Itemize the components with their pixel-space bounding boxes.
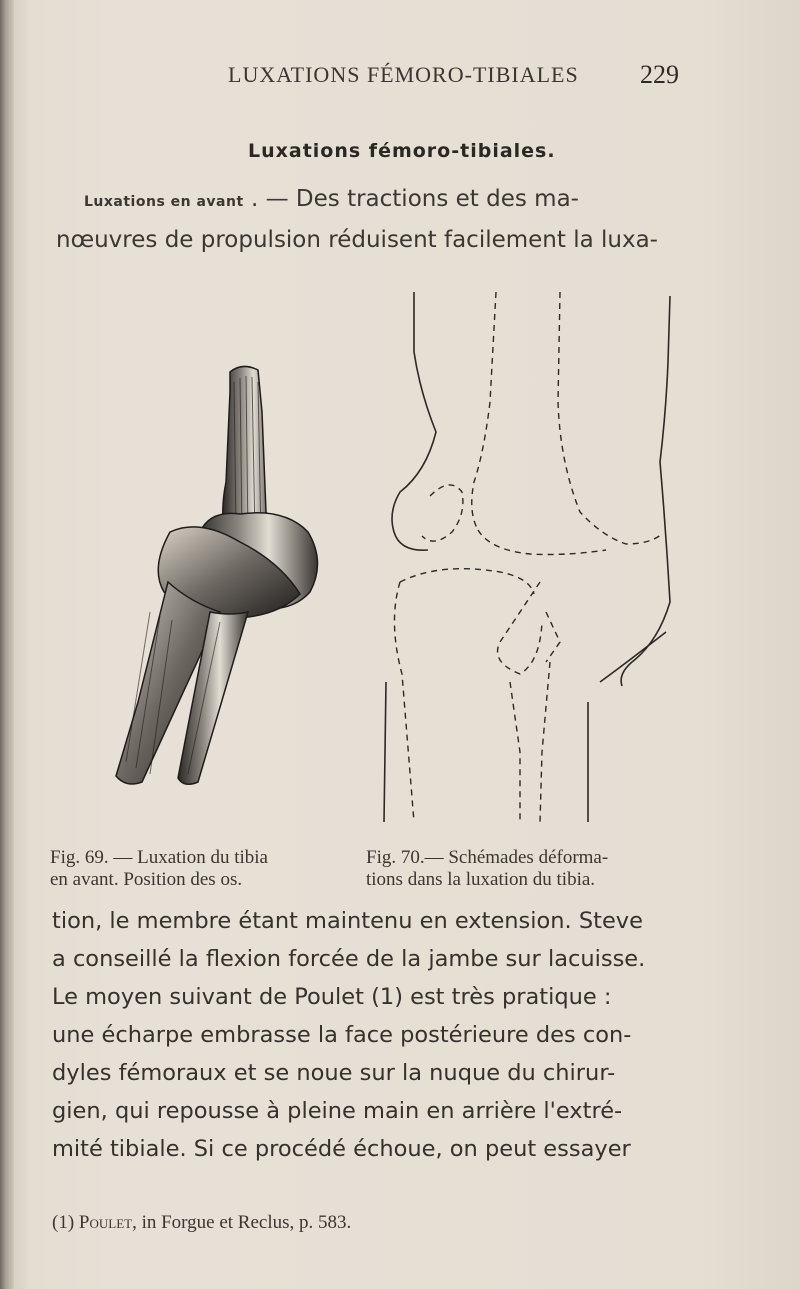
body-line: a conseillé la flexion forcée de la jambe sur lacuisse. [52,946,646,972]
section-title: Luxations fémoro-tibiales. [248,140,556,162]
fig70-caption-line2: tions dans la luxation du tibia. [366,869,596,890]
fig70-caption-line1: Fig. 70.— Schémades déforma- [366,847,609,868]
body-paragraph [52,902,742,1168]
footnote-author: Poulet [78,1212,133,1233]
intro-paragraph [56,180,746,259]
figures-area [80,282,700,842]
fig69-caption [50,847,350,891]
fig70-caption [366,847,746,891]
footnote [52,1212,742,1234]
fig69-illustration [80,282,380,842]
body-line: mité tibiale. Si ce procédé échoue, on peut essayer [52,1136,631,1162]
body-line: tion, le membre étant maintenu en extension. Steve [52,908,643,934]
fig70-schematic [370,282,690,842]
intro-lead: Luxations en avant [84,194,244,210]
intro-line1: . — Des tractions et des ma- [250,186,579,212]
body-line: Le moyen suivant de Poulet (1) est très pratique : [52,984,612,1010]
footnote-text: , in Forgue et Reclus, p. 583. [132,1212,352,1233]
running-title: LUXATIONS FÉMORO-TIBIALES [228,62,579,87]
page-binding-edge [0,0,14,1289]
intro-line2: nœuvres de propulsion réduisent facilement la luxa- [56,227,658,253]
fig69-caption-line1: Fig. 69. — Luxation du tibia [50,847,268,868]
body-line: une écharpe embrasse la face postérieure des con- [52,1022,632,1048]
body-line: dyles fémoraux et se noue sur la nuque du chirur- [52,1060,616,1086]
fig69-caption-line2: en avant. Position des os. [50,869,243,890]
page-number: 229 [640,60,679,89]
footnote-marker: (1) [52,1212,75,1233]
body-line: gien, qui repousse à pleine main en arrière l'extré- [52,1098,623,1124]
